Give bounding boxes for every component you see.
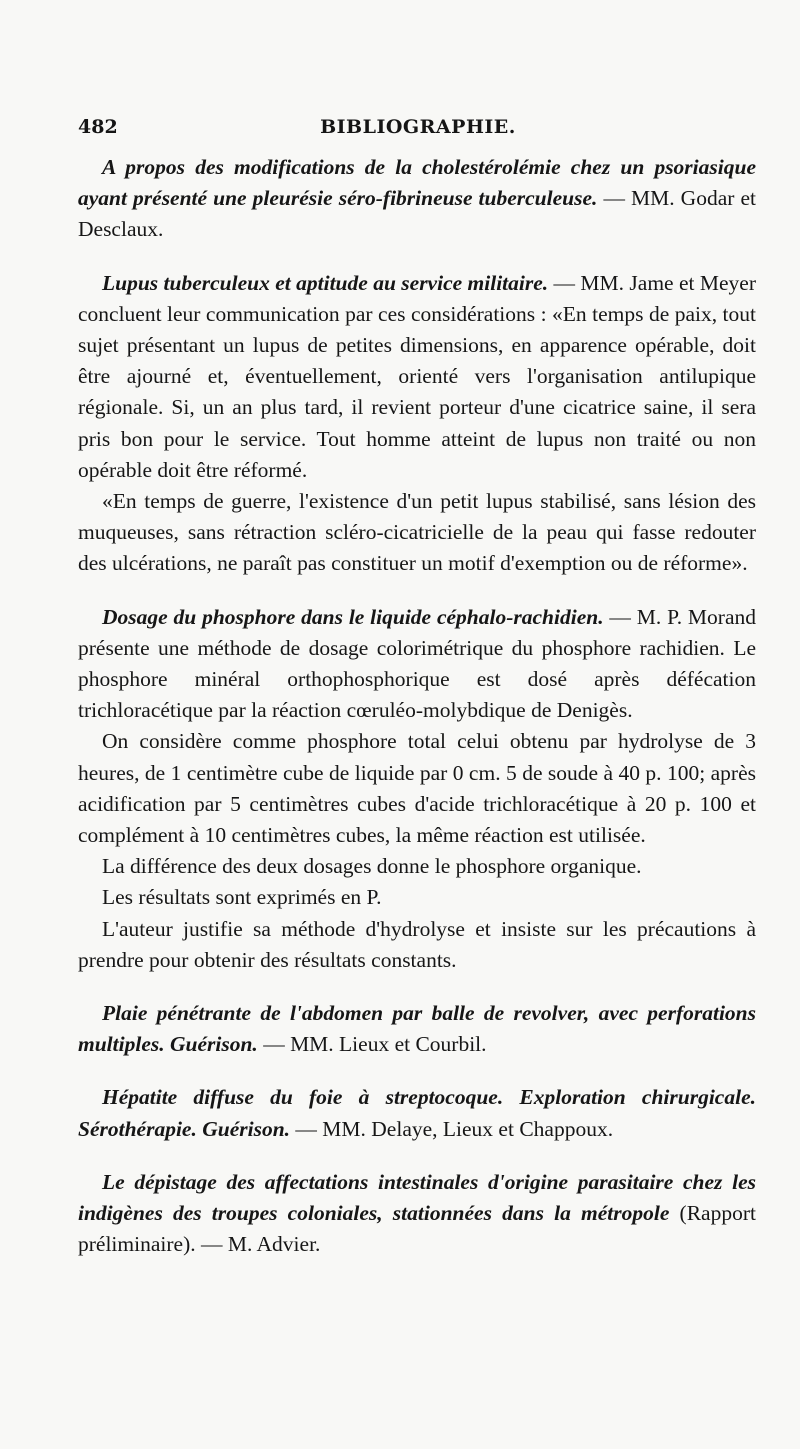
entry-paragraph	[78, 602, 756, 727]
entry-authors: — MM. Godar et Desclaux.	[78, 186, 756, 242]
entry-paragraph	[78, 152, 756, 246]
bibliography-entries	[78, 152, 756, 1261]
entry-paragraph: «En temps de guerre, l'existence d'un petit lupus stabilisé, sans lésion des muqueuses, sans rétraction scléro-cicatricielle de la peau qui fasse redouter des ulcérations, ne paraît pas constituer un motif d'exemption ou de réforme».	[78, 489, 756, 576]
entry-authors: — M. P. Morand présente une méthode de dosage colorimétrique du phosphore rachidien. Le phosphore minéral orthophosphorique est dosé après défécation trichloracétique par la réaction cœruléo-molybdique de Denigès.	[78, 604, 756, 723]
entry-authors: — MM. Jame et Meyer concluent leur communication par ces considérations : «En temps de paix, tout sujet présentant un lupus de petites dimensions, en apparence opérable, doit être ajourné et, éventuellement, orienté vers l'organisation antilupique régionale. Si, un an plus tard, il revient porteur d'une cicatrice saine, il sera pris bon pour le service. Tout homme atteint de lupus non traité ou non opérable doit être réformé.	[78, 270, 756, 482]
entry-paragraph	[78, 268, 756, 486]
entry-paragraph	[78, 1167, 756, 1261]
entry-paragraph: Les résultats sont exprimés en P.	[102, 885, 382, 910]
entry-title: Dosage du phosphore dans le liquide céphalo-rachidien.	[102, 604, 604, 629]
entry-title: Le dépistage des affectations intestinales d'origine parasitaire chez les indigènes des troupes coloniales, stationnées dans la métropole	[78, 1169, 756, 1226]
bibliography-entry	[78, 998, 756, 1060]
entry-title: Lupus tuberculeux et aptitude au service militaire.	[102, 270, 549, 295]
bibliography-entry	[78, 1082, 756, 1144]
running-title: BIBLIOGRAPHIE.	[320, 116, 516, 138]
entry-paragraph	[78, 1082, 756, 1144]
bibliography-entry	[78, 602, 756, 976]
entry-authors: — MM. Delaye, Lieux et Chappoux.	[290, 1116, 614, 1141]
entry-paragraph	[78, 998, 756, 1060]
entry-paragraph: L'auteur justifie sa méthode d'hydrolyse et insiste sur les précautions à prendre pour obtenir des résultats constants.	[78, 916, 756, 972]
entry-title: Hépatite diffuse du foie à streptocoque. Exploration chirurgicale. Sérothérapie. Guérison.	[78, 1085, 756, 1141]
page-header	[78, 116, 758, 142]
entry-title: Plaie pénétrante de l'abdomen par balle de revolver, avec perforations multiples. Guérison.	[78, 1001, 756, 1057]
bibliography-entry	[78, 152, 756, 246]
entry-paragraph: La différence des deux dosages donne le phosphore organique.	[102, 854, 642, 879]
page-number: 482	[78, 116, 118, 138]
entry-paragraph: On considère comme phosphore total celui obtenu par hydrolyse de 3 heures, de 1 centimètre cube de liquide par 0 cm. 5 de soude à 40 p. 100; après acidification par 5 centimètres cubes d'acide trichloracétique à 20 p. 100 et complément à 10 centimètres cubes, la même réaction est utilisée.	[78, 729, 756, 848]
bibliography-entry	[78, 1167, 756, 1261]
entry-title: A propos des modifications de la cholestérolémie chez un psoriasique ayant présenté une pleurésie séro-fibrineuse tuberculeuse.	[78, 155, 756, 211]
bibliography-entry	[78, 268, 756, 580]
entry-authors: (Rapport préliminaire). — M. Advier.	[78, 1201, 756, 1257]
entry-authors: — MM. Lieux et Courbil.	[257, 1032, 487, 1057]
